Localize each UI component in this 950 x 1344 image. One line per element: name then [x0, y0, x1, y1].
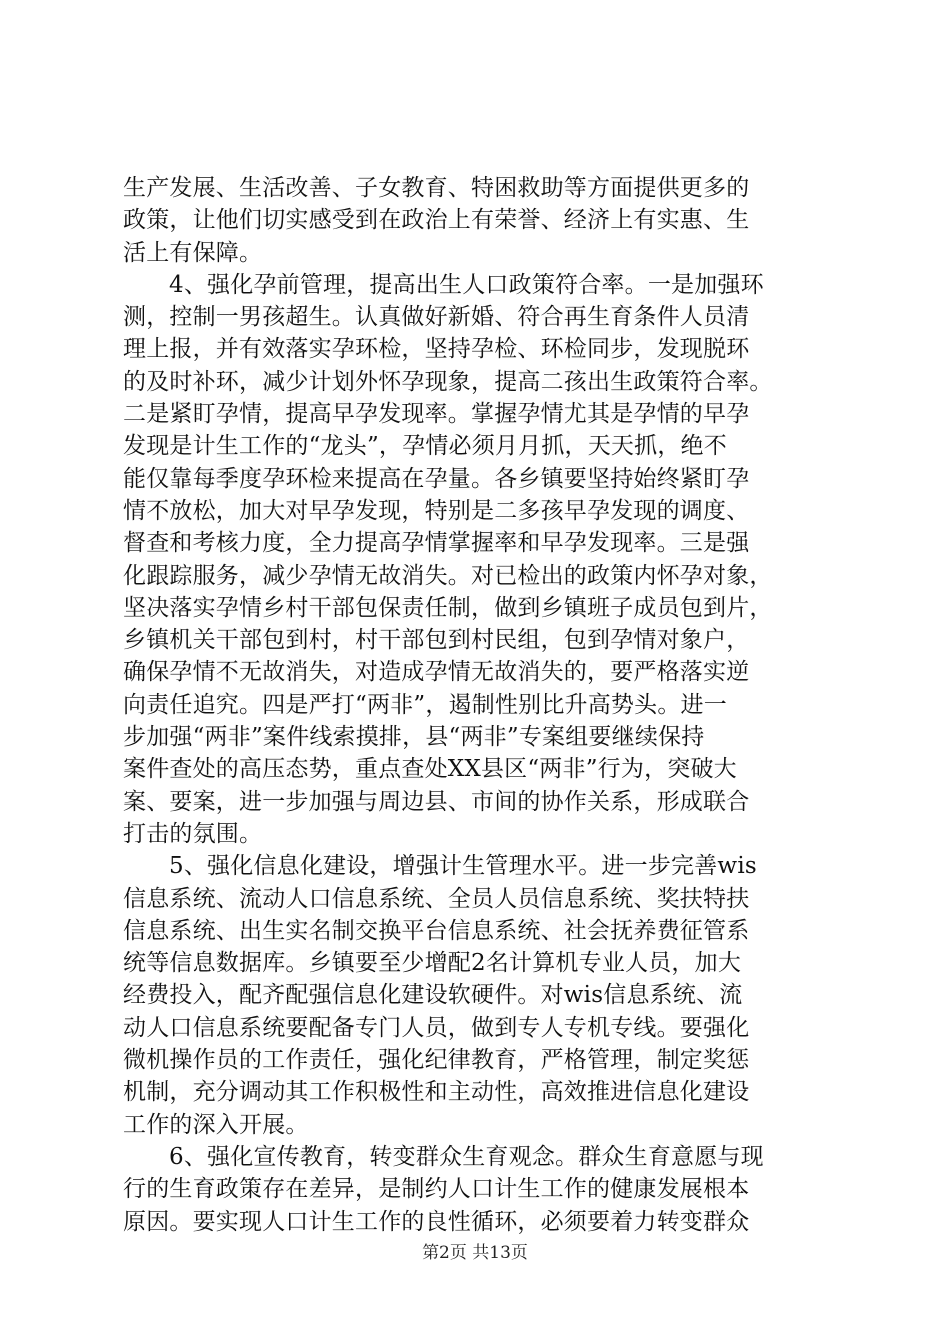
text-line: 步加强“两非”案件线索摸排，县“两非”专案组要继续保持 — [123, 724, 705, 751]
text-line: 理上报，并有效落实孕环检，坚持孕检、环检同步，发现脱环 — [123, 336, 750, 363]
text-line: 向责任追究。四是严打“两非”，遏制性别比升高势头。进一 — [123, 691, 727, 718]
text-line: 行的生育政策存在差异，是制约人口计生工作的健康发展根本 — [123, 1176, 750, 1203]
paragraph-first-line: 6、强化宣传教育，转变群众生育观念。群众生育意愿与现 — [169, 1143, 764, 1170]
text-line: 活上有保障。 — [123, 239, 263, 266]
text-line: 原因。要实现人口计生工作的良性循环，必须要着力转变群众 — [123, 1208, 750, 1235]
paragraph-first-line: 5、强化信息化建设，增强计生管理水平。进一步完善wis — [169, 853, 757, 880]
page-footer: 第2页 共13页 — [422, 1243, 528, 1263]
text-line: 化跟踪服务，减少孕情无故消失。对已检出的政策内怀孕对象， — [123, 562, 773, 589]
text-line: 案、要案，进一步加强与周边县、市间的协作关系，形成联合 — [123, 788, 750, 815]
text-line: 信息系统、流动人口信息系统、全员人员信息系统、奖扶特扶 — [123, 885, 750, 912]
text-line: 能仅靠每季度孕环检来提高在孕量。各乡镇要坚持始终紧盯孕 — [123, 465, 750, 492]
text-line: 工作的深入开展。 — [123, 1111, 309, 1138]
text-line: 政策，让他们切实感受到在政治上有荣誉、经济上有实惠、生 — [123, 207, 750, 234]
text-line: 发现是计生工作的“龙头”，孕情必须月月抓，天天抓，绝不 — [123, 433, 727, 460]
text-line: 经费投入，配齐配强信息化建设软硬件。对wis信息系统、流 — [123, 982, 743, 1009]
text-line: 乡镇机关干部包到村，村干部包到村民组，包到孕情对象户， — [123, 627, 750, 654]
text-line: 生产发展、生活改善、子女教育、特困救助等方面提供更多的 — [123, 175, 750, 201]
text-line: 微机操作员的工作责任，强化纪律教育，严格管理，制定奖惩 — [123, 1047, 750, 1074]
text-line: 动人口信息系统要配备专门人员，做到专人专机专线。要强化 — [123, 1014, 750, 1041]
text-line: 确保孕情不无故消失，对造成孕情无故消失的，要严格落实逆 — [123, 659, 750, 686]
text-line: 测，控制一男孩超生。认真做好新婚、符合再生育条件人员清 — [123, 304, 750, 331]
text-line: 坚决落实孕情乡村干部包保责任制，做到乡镇班子成员包到片， — [123, 594, 773, 621]
text-line: 的及时补环，减少计划外怀孕现象，提高二孩出生政策符合率。 — [123, 368, 773, 395]
text-line: 机制，充分调动其工作积极性和主动性，高效推进信息化建设 — [123, 1079, 750, 1106]
text-line: 督查和考核力度，全力提高孕情掌握率和早孕发现率。三是强 — [123, 530, 750, 557]
text-line: 打击的氛围。 — [123, 820, 263, 847]
text-line: 二是紧盯孕情，提高早孕发现率。掌握孕情尤其是孕情的早孕 — [123, 401, 750, 428]
text-line: 统等信息数据库。乡镇要至少增配2名计算机专业人员，加大 — [123, 950, 742, 977]
text-line: 案件查处的高压态势，重点查处XX县区“两非”行为，突破大 — [123, 756, 737, 783]
text-line: 情不放松，加大对早孕发现，特别是二多孩早孕发现的调度、 — [123, 497, 750, 524]
text-line: 信息系统、出生实名制交换平台信息系统、社会抚养费征管系 — [123, 917, 750, 944]
paragraph-first-line: 4、强化孕前管理，提高出生人口政策符合率。一是加强环 — [169, 271, 764, 298]
document-body — [123, 172, 835, 1238]
